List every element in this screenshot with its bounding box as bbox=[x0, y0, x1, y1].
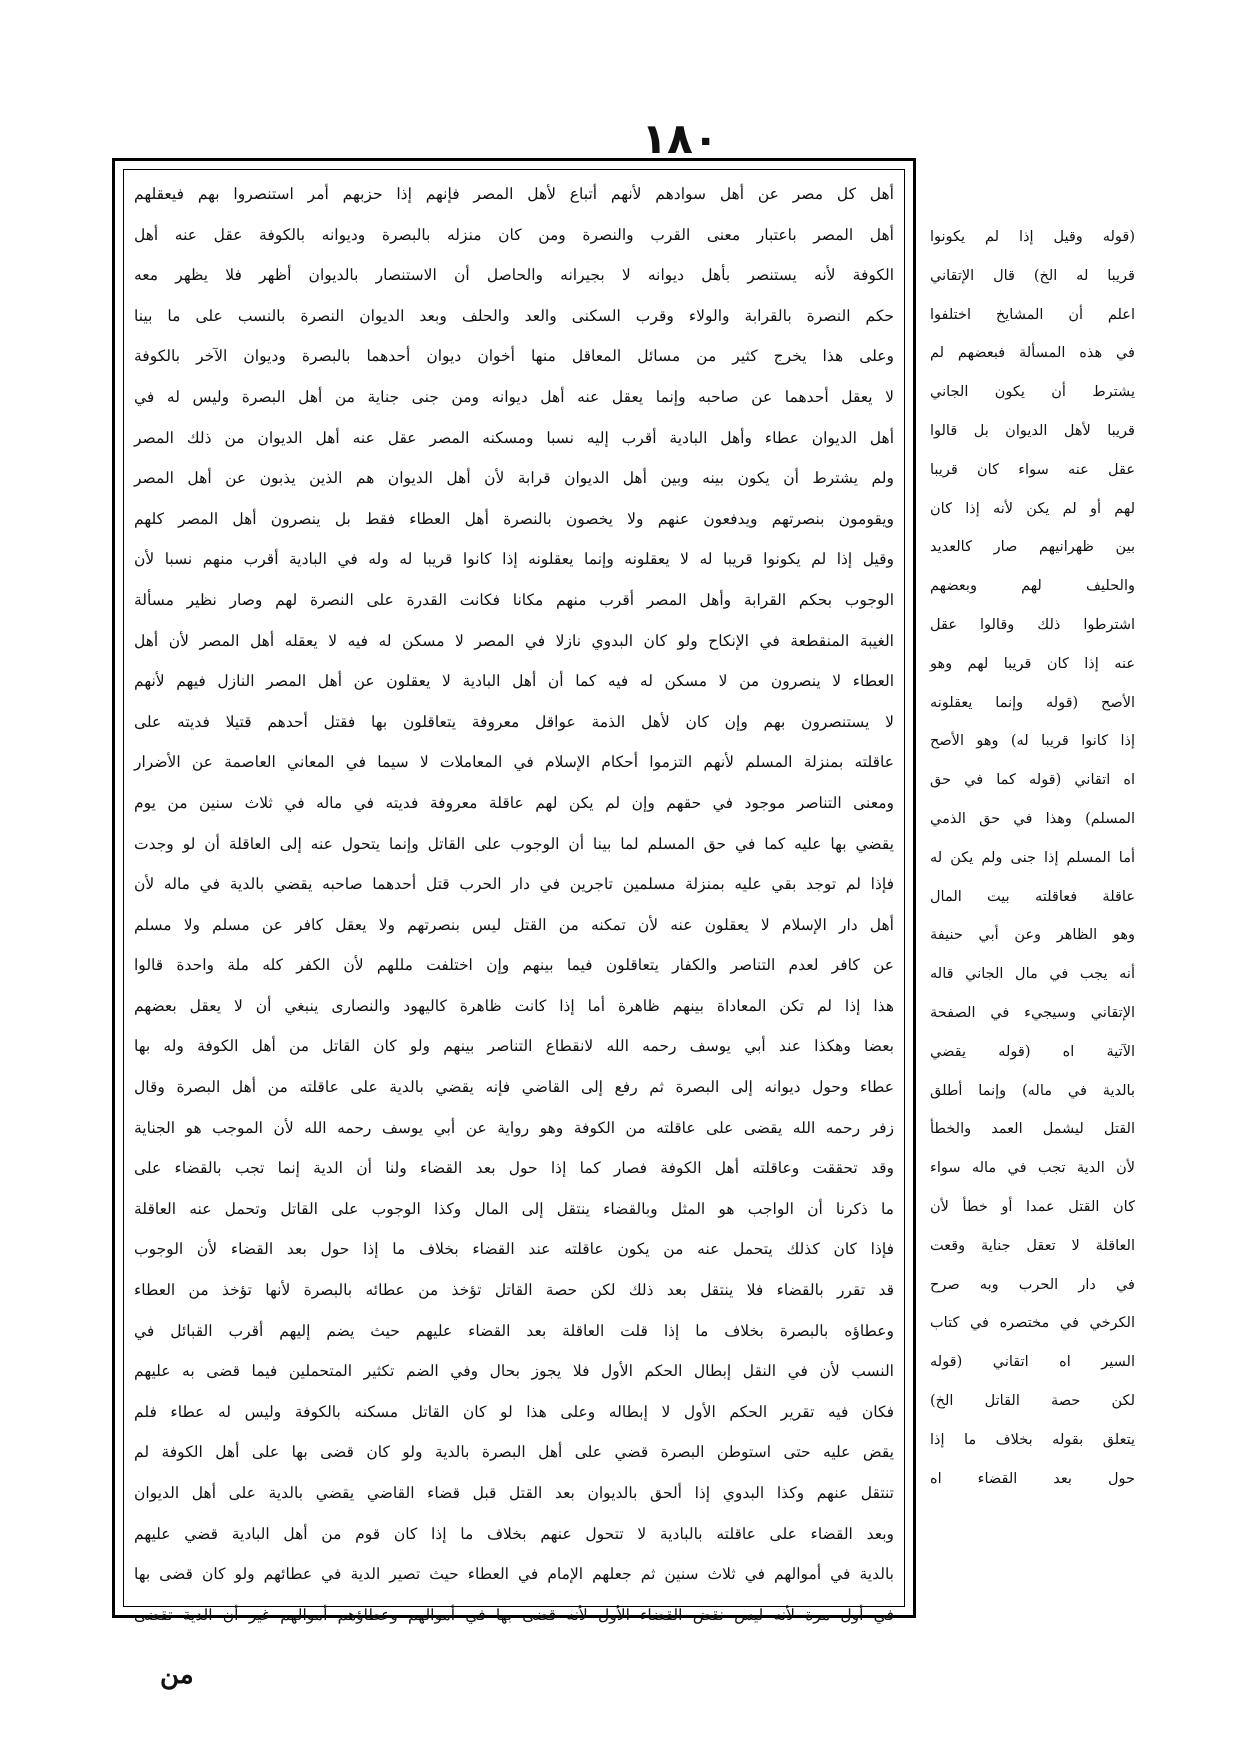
main-text-line: عاقلته بمنزلة المسلم لأنهم التزموا أحكام الإسلام في المعاملات لا سيما في المعاني العاصمة عن الأضرار bbox=[134, 753, 894, 772]
main-text-line: يقضي بها عليه كما في حق المسلم لما بينا أن الوجوب على القاتل وإنما يتحول عنه إلى العاقلة أن لو وجدت bbox=[134, 834, 894, 853]
main-text-line: هذا إذا لم تكن المعاداة بينهم ظاهرة أما إذا كانت ظاهرة كاليهود والنصارى ينبغي أن لا يعقل بعضهم bbox=[134, 996, 894, 1015]
margin-note-line: الآتية اه (قوله يقضي bbox=[930, 1043, 1135, 1060]
margin-note-line: عنه إذا كان قريبا لهم وهو bbox=[930, 655, 1135, 672]
margin-note-line: يشترط أن يكون الجاني bbox=[930, 384, 1135, 401]
main-text-line: وقيل إذا لم يكونوا قريبا له لا يعقلونه وإنما يعقلونه إذا كانوا قريبا له وله في البادية أقرب منهم نسبا لأن bbox=[134, 550, 894, 569]
main-text-line: بعضا وهكذا عند أبي يوسف رحمه الله لانقطاع التناصر بينهم ولو كان القاتل من أهل الكوفة وله بها bbox=[134, 1037, 894, 1056]
main-text-line: الغيبة المنقطعة في الإنكاح ولو كان البدوي نازلا في المصر لا مسكن له فيه لا يعقله أهل المصر لأن أهل bbox=[134, 631, 894, 650]
main-text-line: فإذا لم توجد بقي عليه بمنزلة مسلمين تاجرين في دار الحرب قتل أحدهما صاحبه يقضي بالدية في ماله لأن bbox=[134, 875, 894, 894]
page-number: ١٨٠ bbox=[641, 114, 719, 163]
main-text-body bbox=[123, 169, 905, 1624]
main-text-line: زفر رحمه الله يقضى على عاقلته من الكوفة وهو رواية عن أبي يوسف رحمه الله لأن الموجب هو الجناية bbox=[134, 1118, 894, 1137]
margin-note-line: العاقلة لا تعقل جناية وقعت bbox=[930, 1237, 1135, 1254]
main-text-line: حكم النصرة بالقرابة والولاء وقرب السكنى والعد والحلف وبعد الديوان النصرة بالنسب على ما بينا bbox=[134, 306, 894, 325]
main-text-line: أهل الديوان عطاء وأهل البادية أقرب إليه نسبا ومسكنه المصر عقل عنه أهل الديوان من ذلك المصر bbox=[134, 428, 894, 447]
margin-note-line: اعلم أن المشايخ اختلفوا bbox=[930, 306, 1135, 323]
margin-note-line: وهو الظاهر وعن أبي حنيفة bbox=[930, 927, 1135, 944]
margin-note-line: كان القتل عمدا أو خطأ لأن bbox=[930, 1198, 1135, 1215]
main-text-line: فإذا كان كذلك يتحمل عنه من يكون عاقلته عند القضاء بخلاف ما إذا حول بعد القضاء لأن الوجوب bbox=[134, 1240, 894, 1259]
main-text-line: وقد تحققت وعاقلته أهل الكوفة فصار كما إذا حول بعد القضاء ولنا أن الدية إنما تجب بالقضاء على bbox=[134, 1159, 895, 1178]
margin-note-line: أما المسلم إذا جنى ولم يكن له bbox=[930, 849, 1135, 866]
main-text-frame bbox=[112, 158, 916, 1624]
main-text-line: ويقومون بنصرتهم ويدفعون عنهم ولا يخصون بالنصرة أهل العطاء فقط بل ينصرون أهل المصر كلهم bbox=[134, 509, 894, 528]
margin-note-line: أنه يجب في مال الجاني قاله bbox=[930, 966, 1135, 983]
margin-note-line: القتل ليشمل العمد والخطأ bbox=[930, 1121, 1135, 1138]
margin-note-line: يتعلق بقوله بخلاف ما إذا bbox=[930, 1431, 1135, 1448]
margin-commentary bbox=[930, 218, 1135, 1498]
main-text-line: عن كافر لعدم التناصر والكفار يتعاقلون فيما بينهم وإن اختلفت مللهم لأن الكفر كله ملة واحدة قالوا bbox=[134, 956, 894, 975]
margin-note-line: لكن حصة القاتل الخ) bbox=[930, 1392, 1135, 1409]
margin-note-line: قريبا لأهل الديوان بل قالوا bbox=[930, 422, 1135, 439]
main-text-line: قد تقرر بالقضاء فلا ينتقل بعد ذلك لكن حصة القاتل تؤخذ من عطائه بالبصرة لأنها تؤخذ من العطاء bbox=[134, 1281, 894, 1300]
main-text-line: أهل دار الإسلام لا يعقلون عنه لأن تمكنه من القتل ليس بنصرتهم ولا يعقل كافر عن مسلم ولا مسلم bbox=[134, 915, 894, 934]
main-text-line: ومعنى التناصر موجود في حقهم وإن لم يكن لهم عاقلة معروفة فديته في ماله في ثلاث سنين من يوم bbox=[134, 793, 894, 812]
main-text-line: أهل كل مصر عن أهل سوادهم لأنهم أتباع لأهل المصر فإنهم إذا حزبهم أمر استنصروا بهم فيعقلهم bbox=[134, 185, 894, 203]
margin-note-line: عقل عنه سواء كان قريبا bbox=[930, 461, 1135, 478]
margin-note-line: بالدية في ماله) وإنما أطلق bbox=[930, 1082, 1135, 1099]
margin-note-line: الإتقاني وسيجيء في الصفحة bbox=[930, 1004, 1135, 1021]
margin-note-line: لأن الدية تجب في ماله سواء bbox=[930, 1160, 1135, 1177]
main-text-line: يقض عليه حتى استوطن البصرة قضي على أهل البصرة بالدية ولو كان قضى بها على أهل الكوفة لم bbox=[134, 1443, 894, 1462]
margin-note-line: الكرخي في مختصره في كتاب bbox=[930, 1315, 1135, 1332]
main-text-line: ما ذكرنا أن الواجب هو المثل وبالقضاء ينتقل إلى المال وكذا الوجوب على القاتل وتحمل عنه العاقلة bbox=[134, 1199, 894, 1218]
margin-note-line: اشترطوا ذلك وقالوا عقل bbox=[930, 616, 1135, 633]
main-text-line: وعلى هذا يخرج كثير من مسائل المعاقل منها أخوان ديوان أحدهما بالبصرة وديوان الآخر بالكوفة bbox=[134, 347, 894, 366]
main-text-line: الوجوب بحكم القرابة وأهل المصر أقرب منهم مكانا فكانت القدرة على النصرة لهم وصار نظير مسألة bbox=[134, 590, 894, 609]
main-text-line: لا يعقل أحدهما عن صاحبه وإنما يعقل عنه أهل ديوانه ومن جنى جناية من أهل البصرة وليس له في bbox=[134, 387, 894, 406]
margin-note-line: الأصح (قوله وإنما يعقلونه bbox=[930, 694, 1135, 711]
main-text-line: العطاء لا ينصرون من لا مسكن له فيه كما أن أهل البادية لا يعقلون عن أهل المصر النازل فيهم لأنهم bbox=[134, 672, 894, 691]
margin-note-line: السير اه اتقاني (قوله bbox=[930, 1354, 1135, 1371]
margin-note-line: والحليف لهم وبعضهم bbox=[930, 578, 1135, 595]
catchword: من bbox=[160, 1660, 194, 1690]
main-text-line: فكان فيه تقرير الحكم الأول لا إبطاله وعلى هذا لو كان القاتل مسكنه بالكوفة وليس له عطاء فلم bbox=[134, 1402, 894, 1421]
main-text-line: عطاء وحول ديوانه إلى البصرة ثم رفع إلى القاضي فإنه يقضي بالدية على عاقلته من أهل البصرة وقال bbox=[134, 1078, 894, 1097]
margin-note-line: (قوله وقيل إذا لم يكونوا bbox=[930, 229, 1135, 245]
main-text-line: تنتقل عنهم وكذا البدوي إذا ألحق بالديوان بعد القتل قبل قضاء القاضي يقضي بالدية على أهل الديوان bbox=[134, 1484, 894, 1502]
margin-note-line: اه اتقاني (قوله كما في حق bbox=[930, 772, 1135, 789]
main-text-line: الكوفة لأنه يستنصر بأهل ديوانه لا بجيرانه والحاصل أن الاستنصار بالديوان أظهر فلا يظهر معه bbox=[134, 266, 894, 285]
main-text-line: وعطاؤه بالبصرة بخلاف ما إذا قلت العاقلة بعد القضاء عليهم حيث يضم إليهم أقرب القبائل في bbox=[134, 1321, 894, 1340]
margin-note-line: في دار الحرب وبه صرح bbox=[930, 1276, 1135, 1293]
margin-note-line: لهم أو لم يكن لأنه إذا كان bbox=[930, 500, 1135, 517]
margin-note-line: حول بعد القضاء اه bbox=[930, 1470, 1135, 1487]
main-text-line: بالدية في أموالهم في ثلاث سنين ثم جعلهم الإمام في العطاء حيث تصير الدية في عطائهم ولو كان قضى بها bbox=[134, 1565, 894, 1584]
main-text-line: وبعد القضاء على عاقلته بالبادية لا تتحول عنهم بخلاف ما إذا كان قوم من أهل البادية قضي عليهم bbox=[134, 1524, 894, 1543]
margin-note-line: في هذه المسألة فبعضهم لم bbox=[930, 345, 1135, 362]
margin-note-line: عاقلة فعاقلته بيت المال bbox=[930, 888, 1135, 905]
main-text-line: النسب لأن في النقل إبطال الحكم الأول فلا يجوز بحال وفي الضم تكثير المتحملين فيما قضى به عليهم bbox=[134, 1362, 894, 1381]
margin-note-line: قريبا له الخ) قال الإتقاني bbox=[930, 267, 1135, 284]
main-text-line: لا يستنصرون بهم وإن كان لأهل الذمة عواقل معروفة يتعاقلون بها فقتل أحدهم قتيلا فديته على bbox=[134, 712, 894, 731]
main-text-line: في أول مرة لأنه ليس نقض القضاء الأول لأنه قضى بها في أموالهم وعطاؤهم أموالهم غير أن الدية تقضى bbox=[134, 1605, 894, 1624]
main-text-line: ولم يشترط أن يكون بينه وبين أهل الديوان قرابة لأن أهل الديوان هم الذين يذبون عن أهل المصر bbox=[134, 469, 894, 488]
main-text-line: أهل المصر باعتبار معنى القرب والنصرة ومن كان منزله بالبصرة وديوانه بالكوفة عقل عنه أهل bbox=[134, 225, 894, 244]
margin-note-line: بين ظهرانيهم صار كالعديد bbox=[930, 539, 1135, 556]
margin-note-line: إذا كانوا قريبا له) وهو الأصح bbox=[930, 733, 1135, 750]
margin-note-line: المسلم) وهذا في حق الذمي bbox=[930, 810, 1135, 827]
